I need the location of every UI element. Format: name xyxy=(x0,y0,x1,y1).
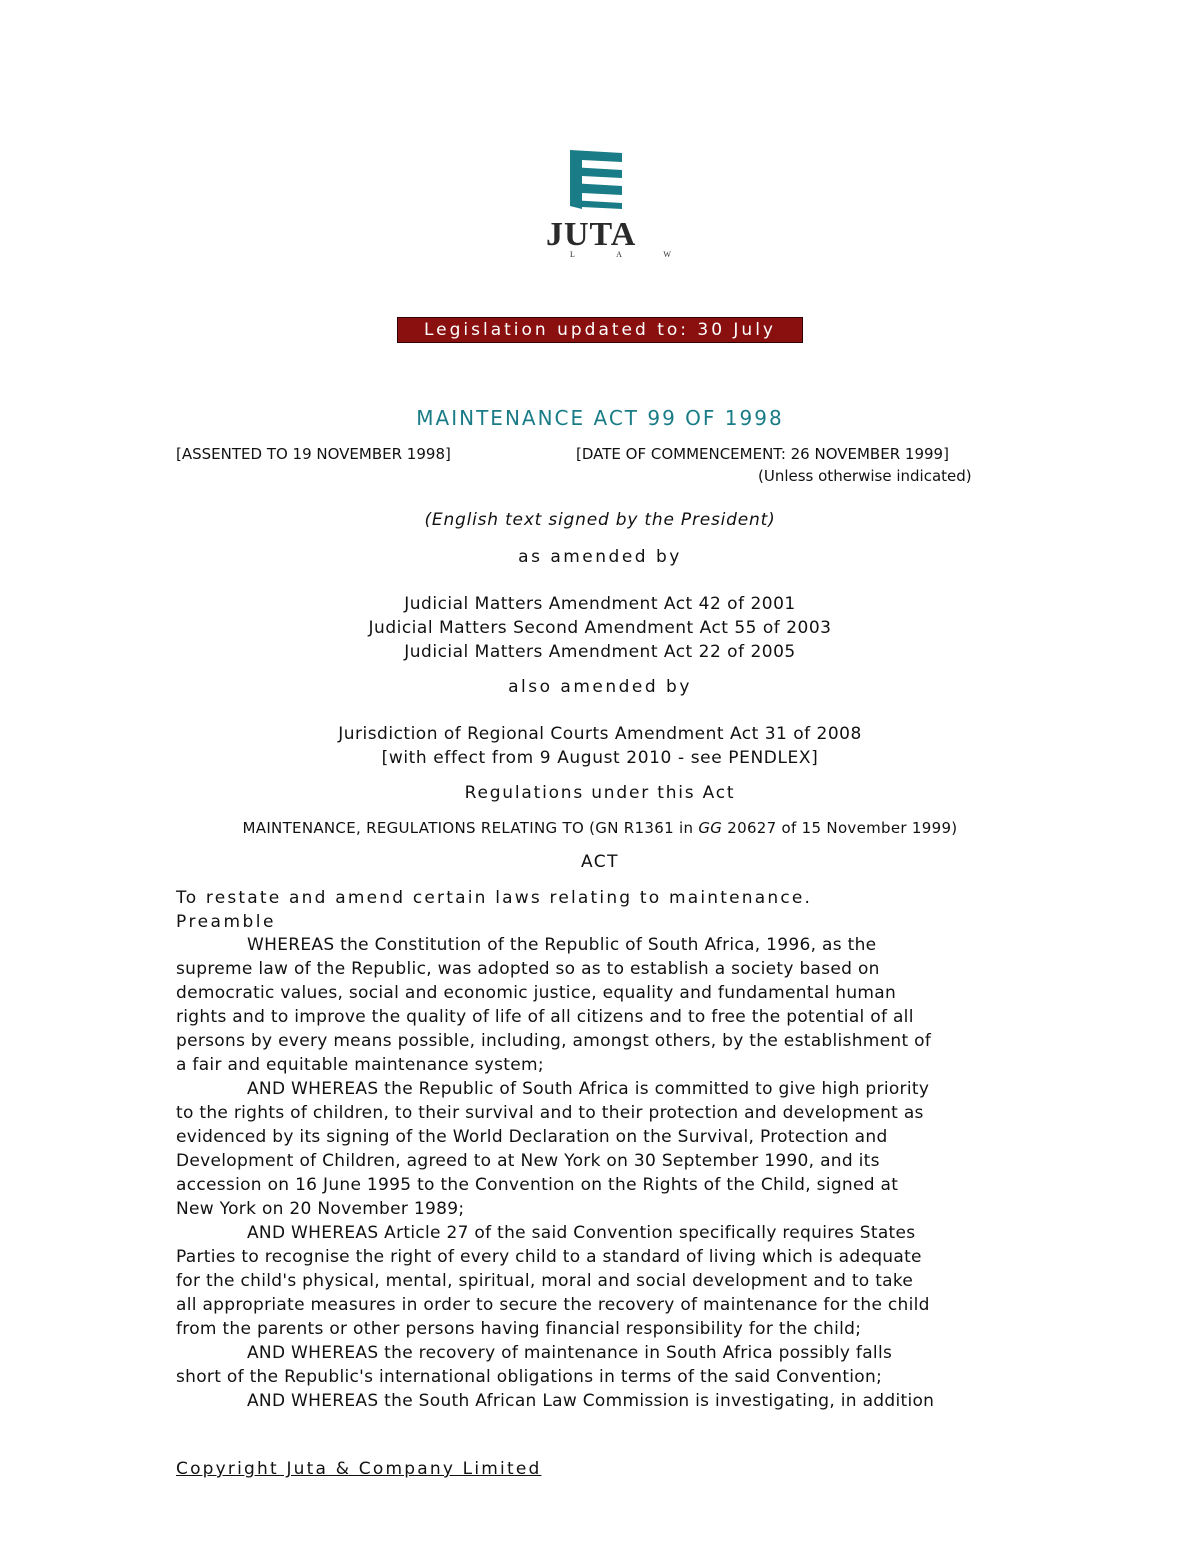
preamble-paragraph xyxy=(176,1341,1026,1389)
preamble-line: for the child's physical, mental, spiritual, moral and social development and to take xyxy=(176,1271,914,1291)
assented-date: [ASSENTED TO 19 NOVEMBER 1998] xyxy=(176,445,451,463)
juta-logo xyxy=(540,145,691,260)
preamble-line: democratic values, social and economic justice, equality and fundamental human xyxy=(176,983,897,1003)
preamble-line: to the rights of children, to their survival and to their protection and development as xyxy=(176,1103,924,1123)
as-amended-by-label: as amended by xyxy=(518,547,682,567)
act-title: MAINTENANCE ACT 99 OF 1998 xyxy=(416,406,784,430)
regulation-line xyxy=(0,819,1200,837)
preamble-line: all appropriate measures in order to secure the recovery of maintenance for the child xyxy=(176,1295,930,1315)
regulation-text: MAINTENANCE, REGULATIONS RELATING TO (GN R1361 in xyxy=(242,819,699,837)
preamble-line: supreme law of the Republic, was adopted so as to establish a society based on xyxy=(176,959,880,979)
unless-note: (Unless otherwise indicated) xyxy=(758,467,972,485)
preamble-line: evidenced by its signing of the World Declaration on the Survival, Protection and xyxy=(176,1127,888,1147)
long-title: To restate and amend certain laws relating to maintenance. xyxy=(176,888,813,908)
regulations-heading: Regulations under this Act xyxy=(464,783,736,803)
preamble-heading: Preamble xyxy=(176,912,276,932)
effect-note: [with effect from 9 August 2010 - see PENDLEX] xyxy=(381,748,819,768)
preamble-line: accession on 16 June 1995 to the Convention on the Rights of the Child, signed at xyxy=(176,1175,899,1195)
preamble-line: a fair and equitable maintenance system; xyxy=(176,1055,544,1075)
preamble-line: short of the Republic's international obligations in terms of the said Convention; xyxy=(176,1367,883,1387)
also-amendment-item: Jurisdiction of Regional Courts Amendment Act 31 of 2008 xyxy=(338,724,862,744)
amendment-item: Judicial Matters Amendment Act 22 of 2005 xyxy=(404,642,796,662)
juta-books-icon xyxy=(540,145,691,260)
svg-text:L A W: L A W xyxy=(570,250,691,259)
preamble-line: WHEREAS the Constitution of the Republic of South Africa, 1996, as the xyxy=(247,935,877,955)
preamble-line: AND WHEREAS the Republic of South Africa is committed to give high priority xyxy=(247,1079,930,1099)
gazette-abbrev: GG xyxy=(698,819,723,837)
preamble-line: AND WHEREAS Article 27 of the said Convention specifically requires States xyxy=(247,1223,916,1243)
svg-text:JUTA: JUTA xyxy=(546,216,637,253)
amendment-item: Judicial Matters Amendment Act 42 of 2001 xyxy=(404,594,796,614)
preamble-line: Parties to recognise the right of every child to a standard of living which is adequate xyxy=(176,1247,922,1267)
signed-by-note: (English text signed by the President) xyxy=(424,510,776,530)
amendment-item: Judicial Matters Second Amendment Act 55 of 2003 xyxy=(368,618,832,638)
legislation-updated-banner: Legislation updated to: 30 July 2010 xyxy=(398,318,802,342)
preamble-line: AND WHEREAS the South African Law Commission is investigating, in addition xyxy=(247,1391,935,1411)
preamble-line: from the parents or other persons having financial responsibility for the child; xyxy=(176,1319,862,1339)
preamble-paragraph xyxy=(176,1077,1026,1221)
preamble-line: Development of Children, agreed to at New York on 30 September 1990, and its xyxy=(176,1151,880,1171)
commencement-date: [DATE OF COMMENCEMENT: 26 NOVEMBER 1999] xyxy=(576,445,949,463)
act-heading: ACT xyxy=(580,852,620,872)
preamble-paragraph xyxy=(176,1221,1026,1341)
preamble-line: AND WHEREAS the recovery of maintenance in South Africa possibly falls xyxy=(247,1343,893,1363)
regulation-text: 20627 of 15 November 1999) xyxy=(722,819,958,837)
preamble-body xyxy=(176,933,1026,1413)
preamble-line: persons by every means possible, including, amongst others, by the establishment of xyxy=(176,1031,932,1051)
preamble-paragraph xyxy=(176,1389,1026,1413)
copyright-footer: Copyright Juta & Company Limited xyxy=(176,1459,542,1479)
also-amended-by-label: also amended by xyxy=(508,677,692,697)
preamble-line: rights and to improve the quality of life of all citizens and to free the potential of all xyxy=(176,1007,914,1027)
preamble-line: New York on 20 November 1989; xyxy=(176,1199,465,1219)
preamble-paragraph xyxy=(176,933,1026,1077)
